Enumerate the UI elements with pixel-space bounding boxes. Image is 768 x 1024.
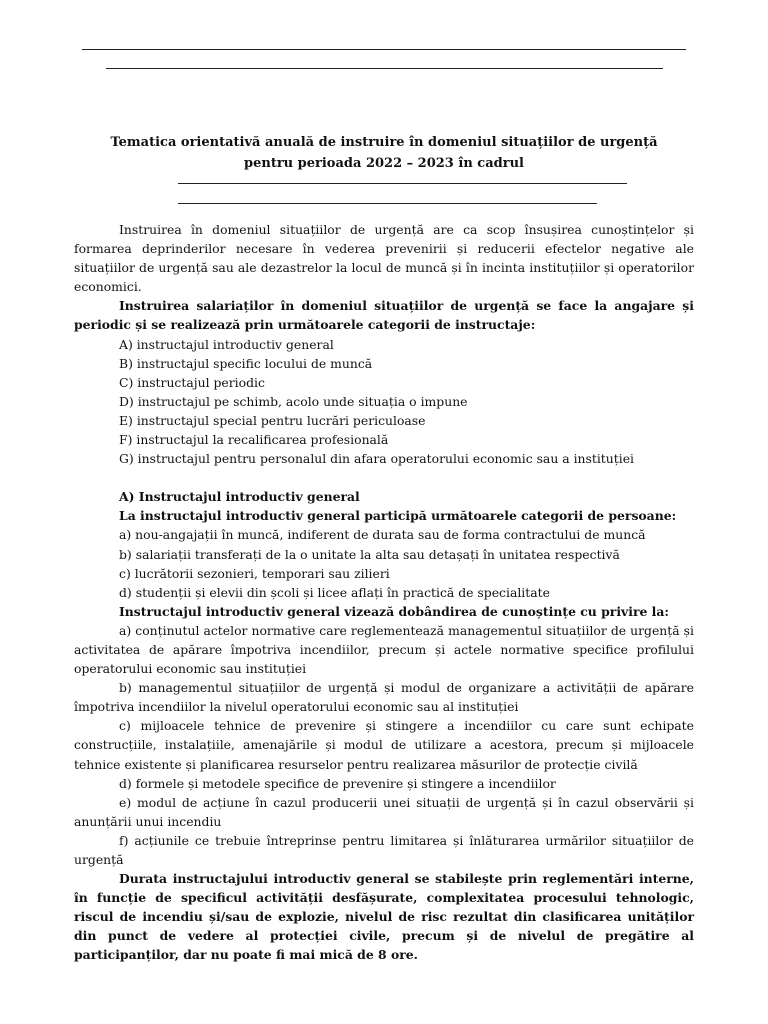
document-body	[74, 220, 694, 965]
knowledge-heading: Instructajul introductiv general vizează dobândirea de cunoștințe cu privire la:	[119, 603, 669, 619]
participants-heading: La instructajul introductiv general participă următoarele categorii de persoane:	[119, 508, 677, 524]
participant-item: d) studenții și elevii din școli și licee aflați în practică de specialitate	[119, 584, 550, 600]
category-item: C) instructajul periodic	[119, 374, 265, 390]
knowledge-item: c) mijloacele tehnice de prevenire și stingere a incendiilor cu care sunt echipate construcțiile, instalațiile, amenajările și modul de utilizare a acestora, precum și mijloacele tehnice existente și planificarea resurselor pentru realizarea măsurilor de protecție civilă	[74, 718, 694, 772]
section-a-heading: A) Instructajul introductiv general	[119, 489, 360, 505]
category-item: B) instructajul specific locului de muncă	[119, 355, 373, 371]
participant-item: c) lucrătorii sezonieri, temporari sau zilieri	[119, 565, 390, 581]
institution-fill-line-1	[178, 183, 627, 184]
knowledge-item: a) conținutul actelor normative care reglementează managementul situațiilor de urgență și activitatea de apărare împotriva incendiilor, precum și actele normative specifice profilului operatorului economic sau instituției	[74, 622, 694, 677]
category-item: E) instructajul special pentru lucrări periculoase	[119, 412, 426, 428]
participant-item: b) salariații transferați de la o unitate la alta sau detașați în unitatea respectivă	[119, 546, 620, 562]
header-fill-line-1	[82, 49, 686, 50]
knowledge-item: d) formele și metodele specifice de prevenire și stingere a incendiilor	[119, 775, 556, 791]
knowledge-item: e) modul de acțiune în cazul producerii unei situații de urgență și în cazul observării și anunțării unui incendiu	[74, 794, 694, 829]
participant-item: a) nou-angajații în muncă, indiferent de durata sau de forma contractului de muncă	[119, 527, 646, 543]
title-line-1: Tematica orientativă anuală de instruire în domeniul situațiilor de urgență	[110, 135, 658, 150]
knowledge-item: b) managementul situațiilor de urgență și modul de organizare a activității de apărare împotriva incendiilor la nivelul operatorului economic sau al instituției	[74, 680, 694, 715]
header-fill-line-2	[106, 68, 663, 69]
category-item: A) instructajul introductiv general	[119, 336, 334, 352]
category-item: D) instructajul pe schimb, acolo unde situația o impune	[119, 393, 468, 409]
knowledge-item: f) acțiunile ce trebuie întreprinse pentru limitarea și înlăturarea urmărilor situațiilor de urgență	[74, 832, 694, 867]
title-line-2: pentru perioada 2022 – 2023 în cadrul	[244, 156, 524, 171]
document-title	[82, 132, 686, 174]
duration-paragraph: Durata instructajului introductiv general se stabilește prin reglementări interne, în funcție de specificul activității desfășurate, complexitatea procesului tehnologic, riscul de incendiu și/sau de explozie, nivelul de risc rezultat din clasificarea unităților din punct de vedere al protecției civile, precum și de nivelul de pregătire al participanților, dar nu poate fi mai mică de 8 ore.	[74, 871, 694, 963]
section-spacer	[74, 468, 694, 487]
categories-heading: Instruirea salariaților în domeniul situațiilor de urgență se face la angajare și periodic și se realizează prin următoarele categorii de instructaje:	[74, 298, 694, 333]
category-item: F) instructajul la recalificarea profesională	[119, 432, 389, 448]
intro-paragraph: Instruirea în domeniul situațiilor de urgență are ca scop însușirea cunoștințelor și formarea deprinderilor necesare în vederea prevenirii și reducerii efectelor negative ale situațiilor de urgență sau ale dezastrelor la locul de muncă și în incinta instituțiilor și operatorilor economici.	[74, 222, 694, 295]
institution-fill-line-2	[178, 203, 597, 204]
category-item: G) instructajul pentru personalul din afara operatorului economic sau a instituției	[119, 451, 635, 467]
